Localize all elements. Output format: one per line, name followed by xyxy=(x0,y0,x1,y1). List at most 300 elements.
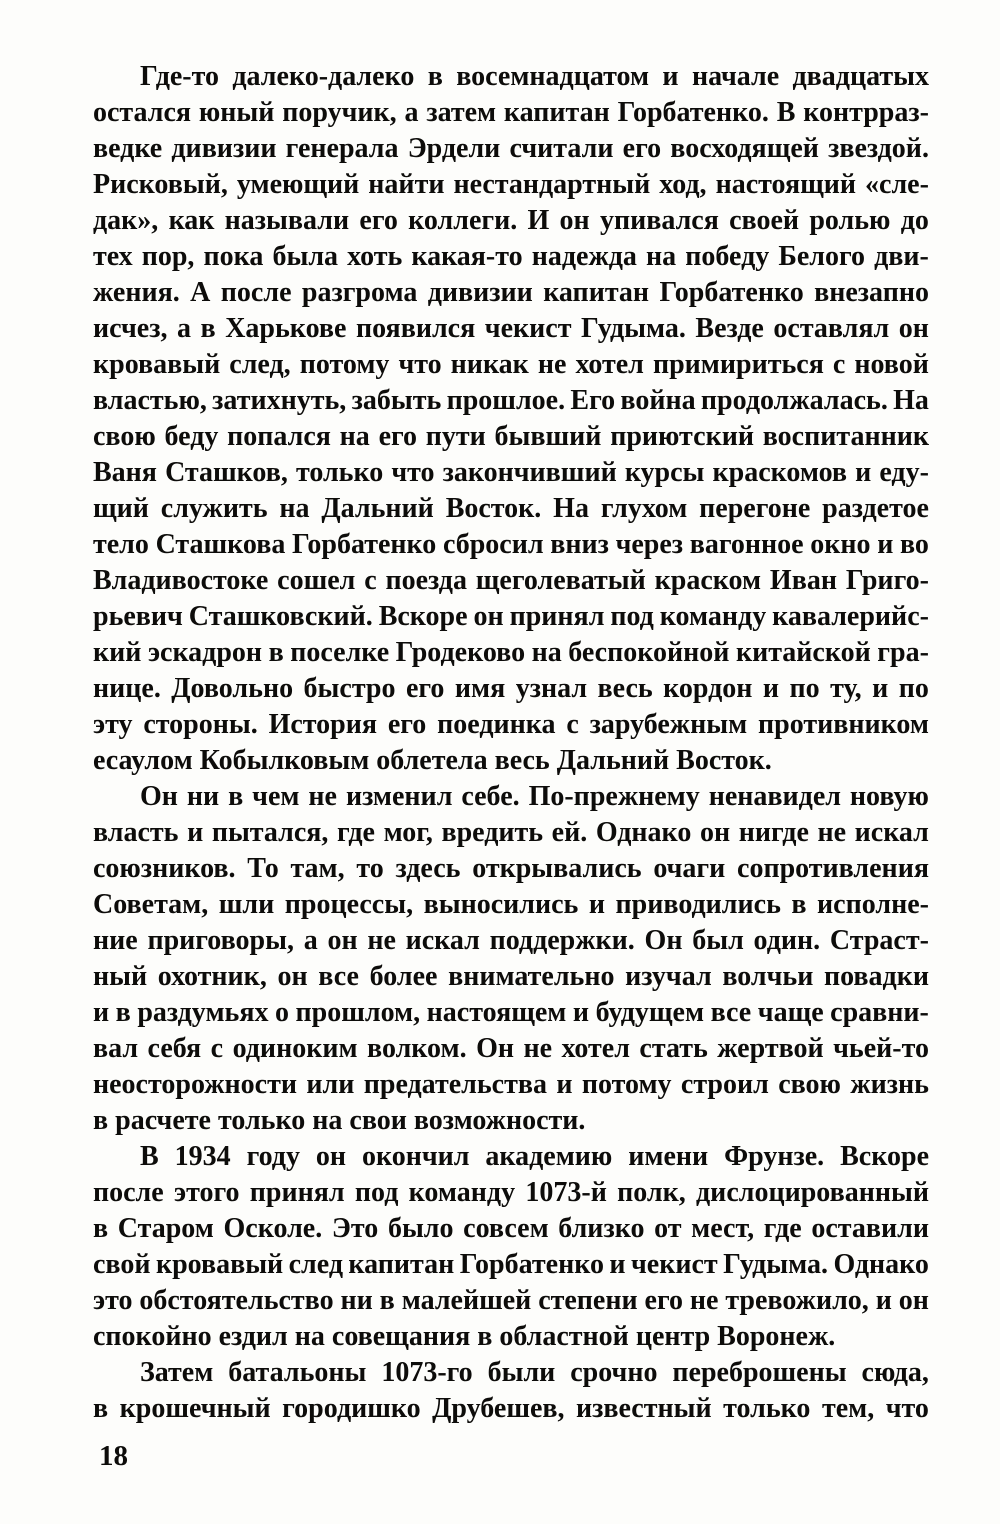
word: этого xyxy=(173,1177,240,1208)
text-line xyxy=(93,1283,929,1319)
word: о xyxy=(275,997,289,1028)
word: повадки xyxy=(823,961,929,992)
text-line xyxy=(93,59,929,95)
word: попался xyxy=(227,421,331,452)
text-line: есаулом Кобылковым облетела весь Дальний Восток. xyxy=(93,745,772,776)
word: Друбешев, xyxy=(432,1393,565,1424)
word: его xyxy=(387,709,427,740)
word: щий xyxy=(93,493,149,524)
word: кровавый xyxy=(93,349,221,380)
word: не xyxy=(308,781,337,812)
word: в xyxy=(93,1213,109,1244)
word: только xyxy=(723,1393,811,1424)
word: приговоры, xyxy=(147,925,294,956)
word: победу xyxy=(685,241,770,272)
word: искал xyxy=(405,925,480,956)
word: срочно xyxy=(570,1357,658,1388)
word: своей xyxy=(729,205,800,236)
word: приютский xyxy=(610,421,754,452)
word: служить xyxy=(160,493,268,524)
word: кордон xyxy=(663,673,753,704)
text-line xyxy=(93,1031,929,1067)
word: разгрома xyxy=(301,277,418,308)
word: ведке xyxy=(93,133,163,164)
text-line xyxy=(93,203,929,239)
word: и xyxy=(588,889,606,920)
word: Харькове xyxy=(225,313,347,344)
word: в xyxy=(791,889,807,920)
word: чем xyxy=(252,781,300,812)
word: с xyxy=(566,709,579,740)
word: его xyxy=(622,133,662,164)
word: продолжалась. xyxy=(700,385,888,416)
word: надежда xyxy=(531,241,637,272)
word: поселке xyxy=(290,637,390,668)
text-line xyxy=(93,1175,929,1211)
word: тем, xyxy=(821,1393,875,1424)
word: его xyxy=(378,421,418,452)
word: тревожило, xyxy=(725,1285,869,1316)
word: ни xyxy=(340,1285,373,1316)
word: Горбатенко. xyxy=(617,97,769,128)
word: Сташкова xyxy=(155,529,286,560)
word: затихнуть, xyxy=(212,385,347,416)
word: далеко-далеко xyxy=(232,61,415,92)
word: где xyxy=(763,1213,802,1244)
word: принял xyxy=(509,601,605,632)
word: остался xyxy=(93,97,192,128)
word: во xyxy=(900,529,929,560)
word: упивался xyxy=(599,205,719,236)
word: свой xyxy=(93,1249,151,1280)
word: Везде xyxy=(695,313,764,344)
word: Однако xyxy=(833,1249,929,1280)
word: не xyxy=(523,1033,553,1064)
word: потому xyxy=(581,1069,672,1100)
word: сравни- xyxy=(830,997,929,1028)
word: Гудыма. xyxy=(723,1249,828,1280)
word: было xyxy=(387,1213,454,1244)
word: То xyxy=(247,853,279,884)
word: никак xyxy=(450,349,529,380)
word: а xyxy=(177,313,192,344)
text-line xyxy=(93,1139,929,1175)
word: поезда xyxy=(385,565,467,596)
word: Рисковый, xyxy=(93,169,228,200)
word: ход, xyxy=(659,169,707,200)
word: вагонное xyxy=(689,529,804,560)
word: чекист xyxy=(484,313,572,344)
word: и xyxy=(609,1249,626,1280)
word: капитан xyxy=(503,97,610,128)
word: какая-то xyxy=(411,241,523,272)
word: степени xyxy=(538,1285,638,1316)
word: дислоцированный xyxy=(696,1177,929,1208)
word: шли xyxy=(218,889,275,920)
text-line xyxy=(93,671,929,707)
word: начале xyxy=(691,61,780,92)
word: сюда, xyxy=(861,1357,929,1388)
word: на xyxy=(279,493,310,524)
word: его xyxy=(359,205,398,236)
word: искал xyxy=(854,817,929,848)
word: он xyxy=(559,205,590,236)
text-line xyxy=(93,1391,929,1427)
text-line xyxy=(93,275,929,311)
word: городишко xyxy=(282,1393,421,1424)
word: кавалерийс- xyxy=(772,601,929,632)
word: властью, xyxy=(93,385,207,416)
word: он xyxy=(315,1141,347,1172)
word: Осколе. xyxy=(223,1213,323,1244)
word: союзников. xyxy=(93,853,236,884)
word: все xyxy=(318,961,359,992)
word: тело xyxy=(93,529,149,560)
word: одиноким xyxy=(232,1033,358,1064)
word: прошлое. xyxy=(446,385,566,416)
word: пытался, xyxy=(211,817,329,848)
word: настоящий xyxy=(715,169,857,200)
word: жертвой xyxy=(717,1033,824,1064)
word: восходящей xyxy=(670,133,819,164)
word: и xyxy=(93,997,110,1028)
word: где xyxy=(337,817,375,848)
word: команду xyxy=(408,1177,516,1208)
word: и xyxy=(872,673,889,704)
paragraph-3 xyxy=(93,1139,929,1355)
word: в xyxy=(115,997,131,1028)
word: ту, xyxy=(830,673,862,704)
page-number: 18 xyxy=(99,1440,128,1472)
word: исчез, xyxy=(93,313,168,344)
text-line: спокойно ездил на совещания в областной центр Воронеж. xyxy=(93,1321,836,1352)
word: здесь xyxy=(395,853,461,884)
word: себе. xyxy=(461,781,520,812)
word: Где-то xyxy=(140,61,220,92)
word: Григо- xyxy=(845,565,929,596)
word: коллеги. xyxy=(408,205,518,236)
word: Фрунзе. xyxy=(724,1141,825,1172)
word: вал xyxy=(93,1033,139,1064)
word: 1073-й xyxy=(525,1177,607,1208)
word: Затем xyxy=(140,1357,214,1388)
word: Однако xyxy=(595,817,692,848)
word: после xyxy=(93,1177,164,1208)
word: через xyxy=(615,529,684,560)
word: то xyxy=(356,853,384,884)
word: более xyxy=(369,961,438,992)
word: совсем xyxy=(463,1213,549,1244)
word: Горбатенко xyxy=(459,1249,604,1280)
word: только xyxy=(295,457,384,488)
word: был xyxy=(692,925,744,956)
word: Он xyxy=(476,1033,514,1064)
word: поручик, xyxy=(282,97,397,128)
word: Сташков, xyxy=(165,457,288,488)
word: и xyxy=(572,997,590,1028)
text-line xyxy=(93,419,929,455)
word: В xyxy=(776,97,796,128)
word: в xyxy=(427,61,443,92)
word: батальоны xyxy=(228,1357,367,1388)
word: след xyxy=(288,1249,343,1280)
word: чаще xyxy=(757,997,824,1028)
word: По-прежнему xyxy=(528,781,700,812)
word: после xyxy=(220,277,292,308)
text-line: в расчете только на свои возможности. xyxy=(93,1105,586,1136)
word: он xyxy=(898,1285,929,1316)
word: процессы, xyxy=(284,889,414,920)
word: Белого xyxy=(778,241,866,272)
word: бывший xyxy=(494,421,602,452)
word: чекист xyxy=(631,1249,718,1280)
word: сбросил xyxy=(442,529,544,560)
word: поединка xyxy=(437,709,556,740)
word: потому xyxy=(299,349,390,380)
word: зарубежным xyxy=(589,709,748,740)
word: примириться xyxy=(652,349,824,380)
word: Его xyxy=(570,385,616,416)
word: академию xyxy=(485,1141,613,1172)
word: считали xyxy=(509,133,614,164)
word: выносились xyxy=(423,889,579,920)
word: вредить xyxy=(441,817,544,848)
word: ни xyxy=(186,781,220,812)
word: под xyxy=(610,601,654,632)
word: краском xyxy=(654,565,762,596)
word: Он xyxy=(140,781,178,812)
word: по xyxy=(898,673,929,704)
word: нице. xyxy=(93,673,161,704)
word: пути xyxy=(425,421,486,452)
word: Восток. xyxy=(445,493,542,524)
word: и xyxy=(556,1069,573,1100)
word: все xyxy=(710,997,752,1028)
word: Дальний xyxy=(321,493,434,524)
word: Гудыма. xyxy=(580,313,686,344)
word: закончивший xyxy=(442,457,617,488)
word: что xyxy=(398,349,442,380)
text-line xyxy=(93,815,929,851)
word: воспитанник xyxy=(762,421,929,452)
word: власть xyxy=(93,817,179,848)
word: в xyxy=(379,1285,395,1316)
word: ненавидел xyxy=(708,781,841,812)
word: в xyxy=(268,637,284,668)
word: И xyxy=(527,205,550,236)
word: А xyxy=(190,277,211,308)
word: капитан xyxy=(348,1249,455,1280)
word: под xyxy=(354,1177,399,1208)
word: Вскоре xyxy=(378,601,468,632)
word: один. xyxy=(753,925,821,956)
word: а xyxy=(404,97,419,128)
word: имени xyxy=(628,1141,709,1172)
word: жизнь xyxy=(850,1069,929,1100)
word: свою xyxy=(93,421,156,452)
word: а xyxy=(303,925,318,956)
word: нигде xyxy=(738,817,809,848)
word: сопротивления xyxy=(737,853,929,884)
word: глухом xyxy=(600,493,688,524)
word: близко xyxy=(558,1213,645,1244)
word: исполне- xyxy=(817,889,929,920)
word: жения. xyxy=(93,277,180,308)
word: до xyxy=(900,205,929,236)
word: на xyxy=(531,637,562,668)
word: очаги xyxy=(653,853,726,884)
word: ный xyxy=(93,961,148,992)
text-line xyxy=(93,599,929,635)
paragraph-2 xyxy=(93,779,929,1139)
word: не xyxy=(689,1285,719,1316)
word: ей. xyxy=(551,817,588,848)
word: курсы xyxy=(624,457,705,488)
text-line xyxy=(93,167,929,203)
word: называли xyxy=(224,205,350,236)
word: он xyxy=(327,925,358,956)
word: звездой. xyxy=(828,133,929,164)
word: ние xyxy=(93,925,138,956)
word: появился xyxy=(355,313,476,344)
word: На xyxy=(893,385,929,416)
word: затем xyxy=(426,97,497,128)
word: от xyxy=(654,1213,682,1244)
word: оставлял xyxy=(773,313,890,344)
word: перегоне xyxy=(699,493,811,524)
word: поддержки. xyxy=(489,925,635,956)
word: команду xyxy=(659,601,767,632)
word: что xyxy=(885,1393,929,1424)
word: или xyxy=(306,1069,355,1100)
word: не xyxy=(537,349,567,380)
word: сошел xyxy=(277,565,356,596)
word: хотел xyxy=(575,349,644,380)
word: он xyxy=(473,601,504,632)
word: дивизии xyxy=(427,277,533,308)
word: с xyxy=(364,565,377,596)
text-line xyxy=(93,1067,929,1103)
word: не xyxy=(817,817,847,848)
word: изменил xyxy=(345,781,453,812)
word: ролью xyxy=(809,205,891,236)
word: волком. xyxy=(367,1033,467,1064)
word: мог, xyxy=(383,817,433,848)
word: себя xyxy=(147,1033,202,1064)
word: Он xyxy=(644,925,683,956)
word: по xyxy=(789,673,820,704)
word: Горбатенко xyxy=(659,277,804,308)
word: забыть xyxy=(351,385,442,416)
text-line xyxy=(93,707,929,743)
word: известный xyxy=(576,1393,712,1424)
word: Горбатенко xyxy=(292,529,437,560)
word: волчьи xyxy=(722,961,814,992)
word: узнал xyxy=(515,673,588,704)
word: рьевич xyxy=(93,601,183,632)
word: дви- xyxy=(874,241,929,272)
word: мест, xyxy=(691,1213,755,1244)
word: еду- xyxy=(879,457,929,488)
word: и xyxy=(762,673,780,704)
text-line xyxy=(93,239,929,275)
word: 1073-го xyxy=(381,1357,473,1388)
word: приводились xyxy=(615,889,781,920)
word: Ваня xyxy=(93,457,157,488)
word: прошлом, xyxy=(295,997,421,1028)
text-line xyxy=(93,455,929,491)
text-line xyxy=(93,851,929,887)
word: гра- xyxy=(877,637,929,668)
word: Гродеково xyxy=(395,637,526,668)
word: дивизии xyxy=(171,133,277,164)
word: капитан xyxy=(543,277,650,308)
word: Это xyxy=(331,1213,379,1244)
word: малейшей xyxy=(401,1285,532,1316)
word: с xyxy=(832,349,846,380)
text-line xyxy=(93,1247,929,1283)
word: его xyxy=(405,673,445,704)
word: беспокойной xyxy=(568,637,730,668)
word: весь xyxy=(597,673,653,704)
word: тех xyxy=(93,241,133,272)
word: новой xyxy=(854,349,929,380)
word: не xyxy=(367,925,396,956)
page-text xyxy=(93,59,929,1427)
word: открывались xyxy=(472,853,642,884)
text-line xyxy=(93,311,929,347)
word: восемнадцатом xyxy=(456,61,650,92)
word: в xyxy=(228,781,244,812)
word: вниз xyxy=(550,529,609,560)
word: хотел xyxy=(561,1033,630,1064)
word: китайской xyxy=(735,637,871,668)
word: двадцатых xyxy=(792,61,929,92)
word: оставили xyxy=(811,1213,929,1244)
word: нестандартный xyxy=(453,169,651,200)
text-line xyxy=(93,995,929,1031)
word: на xyxy=(339,421,370,452)
word: его xyxy=(644,1285,683,1316)
word: кий xyxy=(93,637,142,668)
text-line xyxy=(93,347,929,383)
word: «сле- xyxy=(865,169,929,200)
word: дак», xyxy=(93,205,159,236)
word: На xyxy=(553,493,589,524)
text-line xyxy=(93,1355,929,1391)
word: чьей-то xyxy=(833,1033,929,1064)
word: новую xyxy=(849,781,929,812)
word: он xyxy=(699,817,731,848)
word: была xyxy=(272,241,339,272)
text-line xyxy=(93,779,929,815)
word: переброшены xyxy=(672,1357,847,1388)
text-line xyxy=(93,887,929,923)
word: эскадрон xyxy=(147,637,263,668)
word: Советам, xyxy=(93,889,209,920)
word: краскомов xyxy=(712,457,848,488)
word: предательства xyxy=(363,1069,547,1100)
word: он xyxy=(898,313,929,344)
word: окончил xyxy=(361,1141,470,1172)
word: изучал xyxy=(625,961,712,992)
word: быстро xyxy=(303,673,396,704)
word: Страст- xyxy=(829,925,929,956)
word: противником xyxy=(757,709,929,740)
word: будущем xyxy=(595,997,705,1028)
word: с xyxy=(210,1033,224,1064)
word: война xyxy=(620,385,696,416)
